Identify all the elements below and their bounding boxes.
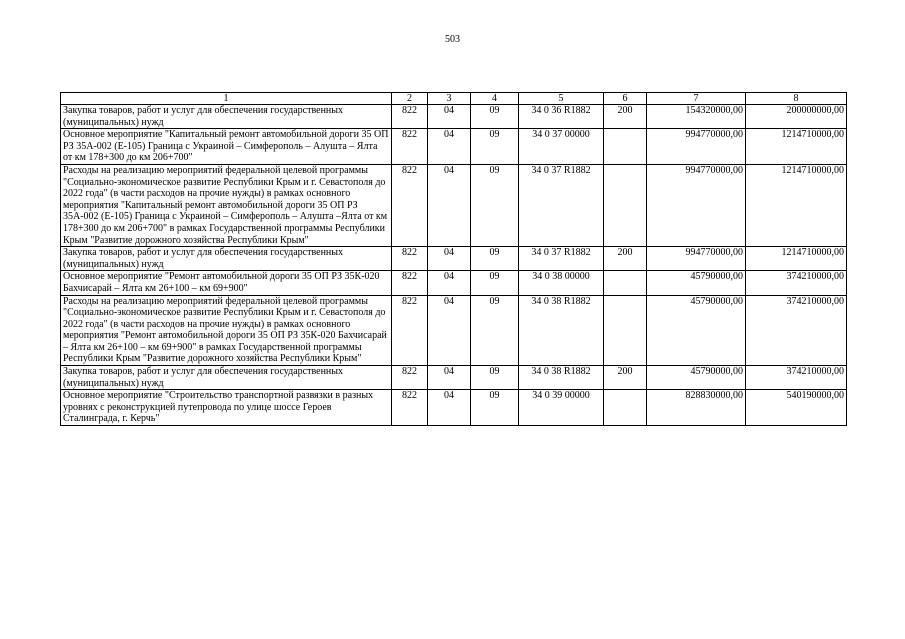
expense-type-code	[604, 129, 647, 165]
amount-col7: 994770000,00	[647, 247, 746, 271]
expense-name: Основное мероприятие "Ремонт автомобильной дороги 35 ОП РЗ 35К-020 Бахчисарай – Ялта км 26+100 – км 69+900"	[61, 271, 392, 295]
amount-col7: 994770000,00	[647, 164, 746, 246]
subsection-code: 09	[471, 164, 519, 246]
subsection-code: 09	[471, 129, 519, 165]
section-code: 04	[428, 129, 471, 165]
section-code: 04	[428, 390, 471, 426]
amount-col8: 374210000,00	[746, 271, 847, 295]
target-article-code: 34 0 37 00000	[519, 129, 604, 165]
subsection-code: 09	[471, 105, 519, 129]
grbs-code: 822	[392, 105, 428, 129]
expense-type-code	[604, 295, 647, 366]
amount-col7: 154320000,00	[647, 105, 746, 129]
amount-col7: 828830000,00	[647, 390, 746, 426]
target-article-code: 34 0 38 00000	[519, 271, 604, 295]
budget-table	[60, 92, 847, 426]
section-code: 04	[428, 295, 471, 366]
grbs-code: 822	[392, 366, 428, 390]
table-row	[61, 366, 847, 390]
amount-col7: 45790000,00	[647, 271, 746, 295]
section-code: 04	[428, 271, 471, 295]
column-header: 2	[392, 93, 428, 105]
expense-type-code: 200	[604, 247, 647, 271]
grbs-code: 822	[392, 247, 428, 271]
expense-name: Основное мероприятие "Капитальный ремонт автомобильной дороги 35 ОП РЗ 35А-002 (Е-105) Граница с Украиной – Симферополь – Алушта – Ялта от км 178+300 до км 206+700"	[61, 129, 392, 165]
table-row	[61, 390, 847, 426]
column-header: 6	[604, 93, 647, 105]
expense-name: Расходы на реализацию мероприятий федеральной целевой программы "Социально-экономическое развитие Республики Крым и г. Севастополя до 2022 года" (в части расходов на прочие нужды) в рамках основного мероприятия "Ремонт автомобильной дороги 35 ОП РЗ 35К-020 Бахчисарай – Ялта км 26+100 – км 69+900" в рамках Государственной программы Республики Крым "Развитие дорожного хозяйства Республики Крым"	[61, 295, 392, 366]
expense-name: Основное мероприятие "Строительство транспортной развязки в разных уровнях с реконструкцией путепровода по улице шоссе Героев Сталинграда, г. Керчь"	[61, 390, 392, 426]
grbs-code: 822	[392, 390, 428, 426]
expense-type-code	[604, 390, 647, 426]
page-number: 503	[445, 34, 460, 45]
expense-type-code: 200	[604, 105, 647, 129]
column-header: 4	[471, 93, 519, 105]
amount-col8: 540190000,00	[746, 390, 847, 426]
subsection-code: 09	[471, 390, 519, 426]
grbs-code: 822	[392, 271, 428, 295]
subsection-code: 09	[471, 247, 519, 271]
subsection-code: 09	[471, 271, 519, 295]
amount-col7: 994770000,00	[647, 129, 746, 165]
target-article-code: 34 0 38 R1882	[519, 295, 604, 366]
grbs-code: 822	[392, 164, 428, 246]
grbs-code: 822	[392, 129, 428, 165]
target-article-code: 34 0 39 00000	[519, 390, 604, 426]
expense-type-code	[604, 164, 647, 246]
expense-type-code	[604, 271, 647, 295]
target-article-code: 34 0 36 R1882	[519, 105, 604, 129]
amount-col7: 45790000,00	[647, 366, 746, 390]
table-row	[61, 271, 847, 295]
target-article-code: 34 0 37 R1882	[519, 247, 604, 271]
section-code: 04	[428, 247, 471, 271]
amount-col8: 1214710000,00	[746, 164, 847, 246]
section-code: 04	[428, 366, 471, 390]
amount-col8: 1214710000,00	[746, 247, 847, 271]
table-row	[61, 105, 847, 129]
expense-name: Закупка товаров, работ и услуг для обеспечения государственных (муниципальных) нужд	[61, 105, 392, 129]
expense-name: Расходы на реализацию мероприятий федеральной целевой программы "Социально-экономическое развитие Республики Крым и г. Севастополя до 2022 года" (в части расходов на прочие нужды) в рамках основного мероприятия "Капитальный ремонт автомобильной дороги 35 ОП РЗ 35А-002 (Е-105) Граница с Украиной – Симферополь – Алушта –Ялта от км 178+300 до км 206+700" в рамках Государственной программы Республики Крым "Развитие дорожного хозяйства Республики Крым"	[61, 164, 392, 246]
table-row	[61, 129, 847, 165]
section-code: 04	[428, 164, 471, 246]
column-number-row	[61, 93, 847, 105]
table-row	[61, 247, 847, 271]
amount-col8: 1214710000,00	[746, 129, 847, 165]
amount-col8: 374210000,00	[746, 366, 847, 390]
grbs-code: 822	[392, 295, 428, 366]
column-header: 1	[61, 93, 392, 105]
column-header: 8	[746, 93, 847, 105]
amount-col8: 200000000,00	[746, 105, 847, 129]
amount-col8: 374210000,00	[746, 295, 847, 366]
subsection-code: 09	[471, 366, 519, 390]
subsection-code: 09	[471, 295, 519, 366]
column-header: 5	[519, 93, 604, 105]
table-row	[61, 164, 847, 246]
column-header: 7	[647, 93, 746, 105]
expense-type-code: 200	[604, 366, 647, 390]
target-article-code: 34 0 37 R1882	[519, 164, 604, 246]
table-row	[61, 295, 847, 366]
expense-name: Закупка товаров, работ и услуг для обеспечения государственных (муниципальных) нужд	[61, 247, 392, 271]
section-code: 04	[428, 105, 471, 129]
column-header: 3	[428, 93, 471, 105]
amount-col7: 45790000,00	[647, 295, 746, 366]
target-article-code: 34 0 38 R1882	[519, 366, 604, 390]
expense-name: Закупка товаров, работ и услуг для обеспечения государственных (муниципальных) нужд	[61, 366, 392, 390]
